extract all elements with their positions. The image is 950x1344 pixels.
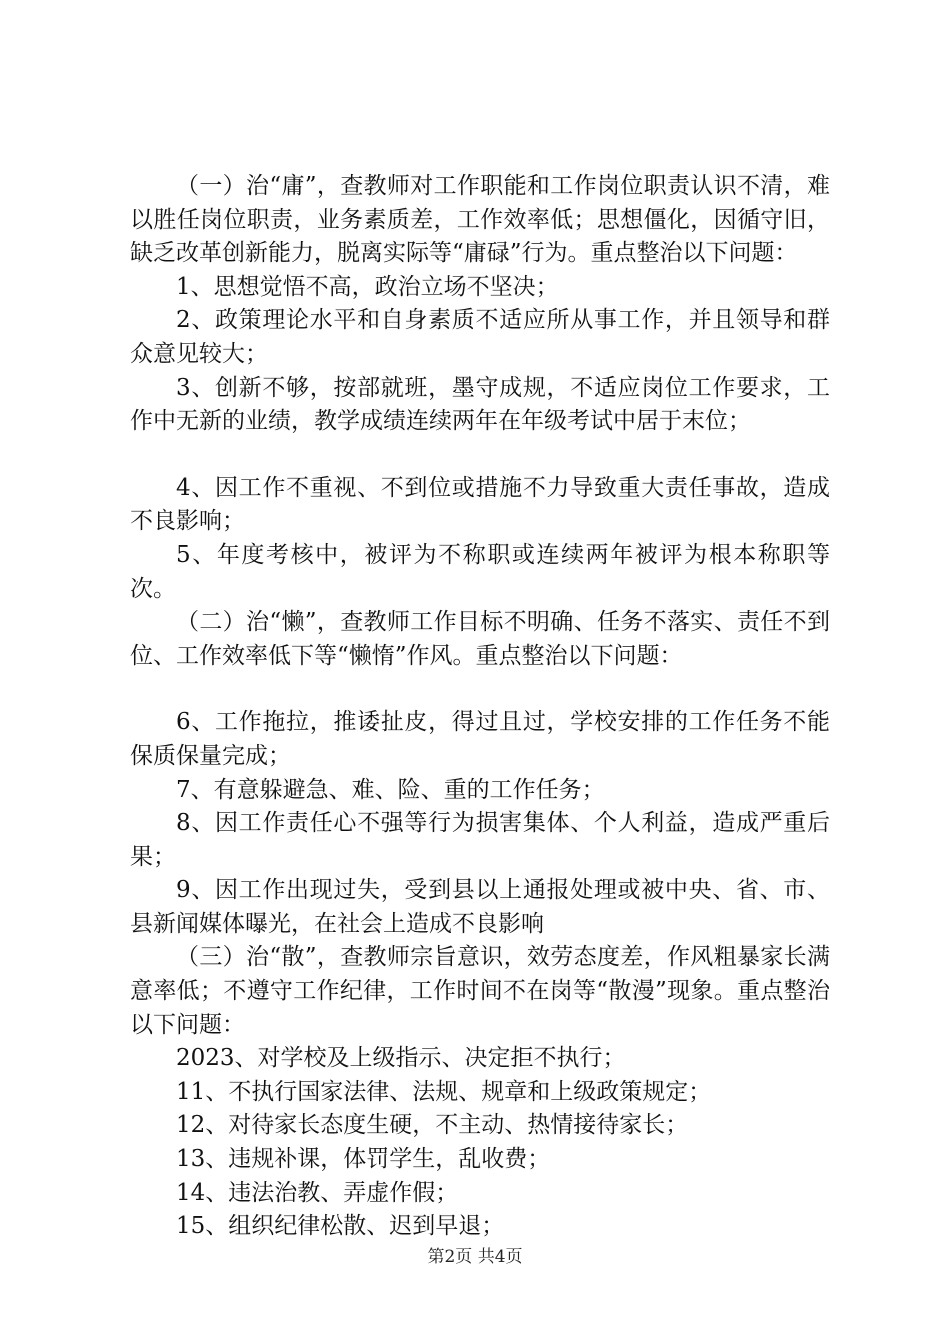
list-item-2: 2、政策理论水平和自身素质不适应所从事工作，并且领导和群众意见较大； [130, 307, 830, 367]
list-item-6: 6、工作拖拉，推诿扯皮，得过且过，学校安排的工作任务不能保质保量完成； [130, 709, 830, 769]
list-item-7: 7、有意躲避急、难、险、重的工作任务； [176, 776, 605, 803]
list-item-14: 14、违法治教、弄虚作假； [176, 1179, 459, 1206]
paragraph-section-2-heading: （二）治“懒”，查教师工作目标不明确、任务不落实、责任不到位、工作效率低下等“懒惰”作风。重点整治以下问题： [130, 609, 830, 669]
document-body [130, 170, 830, 1244]
list-item-12: 12、对待家长态度生硬，不主动、热情接待家长； [176, 1112, 689, 1139]
paragraph-section-3-heading: （三）治“散”，查教师宗旨意识，效劳态度差，作风粗暴家长满意率低；不遵守工作纪律，工作时间不在岗等“散漫”现象。重点整治以下问题： [130, 944, 830, 1038]
page-footer: 第2页 共4页 [427, 1247, 523, 1267]
paragraph-section-1-heading: （一）治“庸”，查教师对工作职能和工作岗位职责认识不清，难以胜任岗位职责，业务素质差，工作效率低；思想僵化，因循守旧，缺乏改革创新能力，脱离实际等“庸碌”行为。重点整治以下问题： [130, 173, 830, 267]
list-item-4: 4、因工作不重视、不到位或措施不力导致重大责任事故，造成不良影响； [130, 474, 830, 535]
list-item-10: 2023、对学校及上级指示、决定拒不执行； [176, 1045, 626, 1072]
list-item-5: 5、年度考核中，被评为不称职或连续两年被评为根本称职等次。 [130, 541, 830, 602]
list-item-13: 13、违规补课，体罚学生，乱收费； [176, 1146, 551, 1173]
list-item-15: 15、组织纪律松散、迟到早退； [176, 1213, 505, 1240]
list-item-9: 9、因工作出现过失，受到县以上通报处理或被中央、省、市、县新闻媒体曝光，在社会上造成不良影响 [130, 877, 830, 937]
list-item-11: 11、不执行国家法律、法规、规章和上级政策规定； [176, 1078, 712, 1105]
list-item-1: 1、思想觉悟不高，政治立场不坚决； [176, 273, 559, 300]
list-item-3: 3、创新不够，按部就班，墨守成规，不适应岗位工作要求，工作中无新的业绩，教学成绩连续两年在年级考试中居于末位； [130, 374, 830, 435]
list-item-8: 8、因工作责任心不强等行为损害集体、个人利益，造成严重后果； [130, 810, 830, 870]
